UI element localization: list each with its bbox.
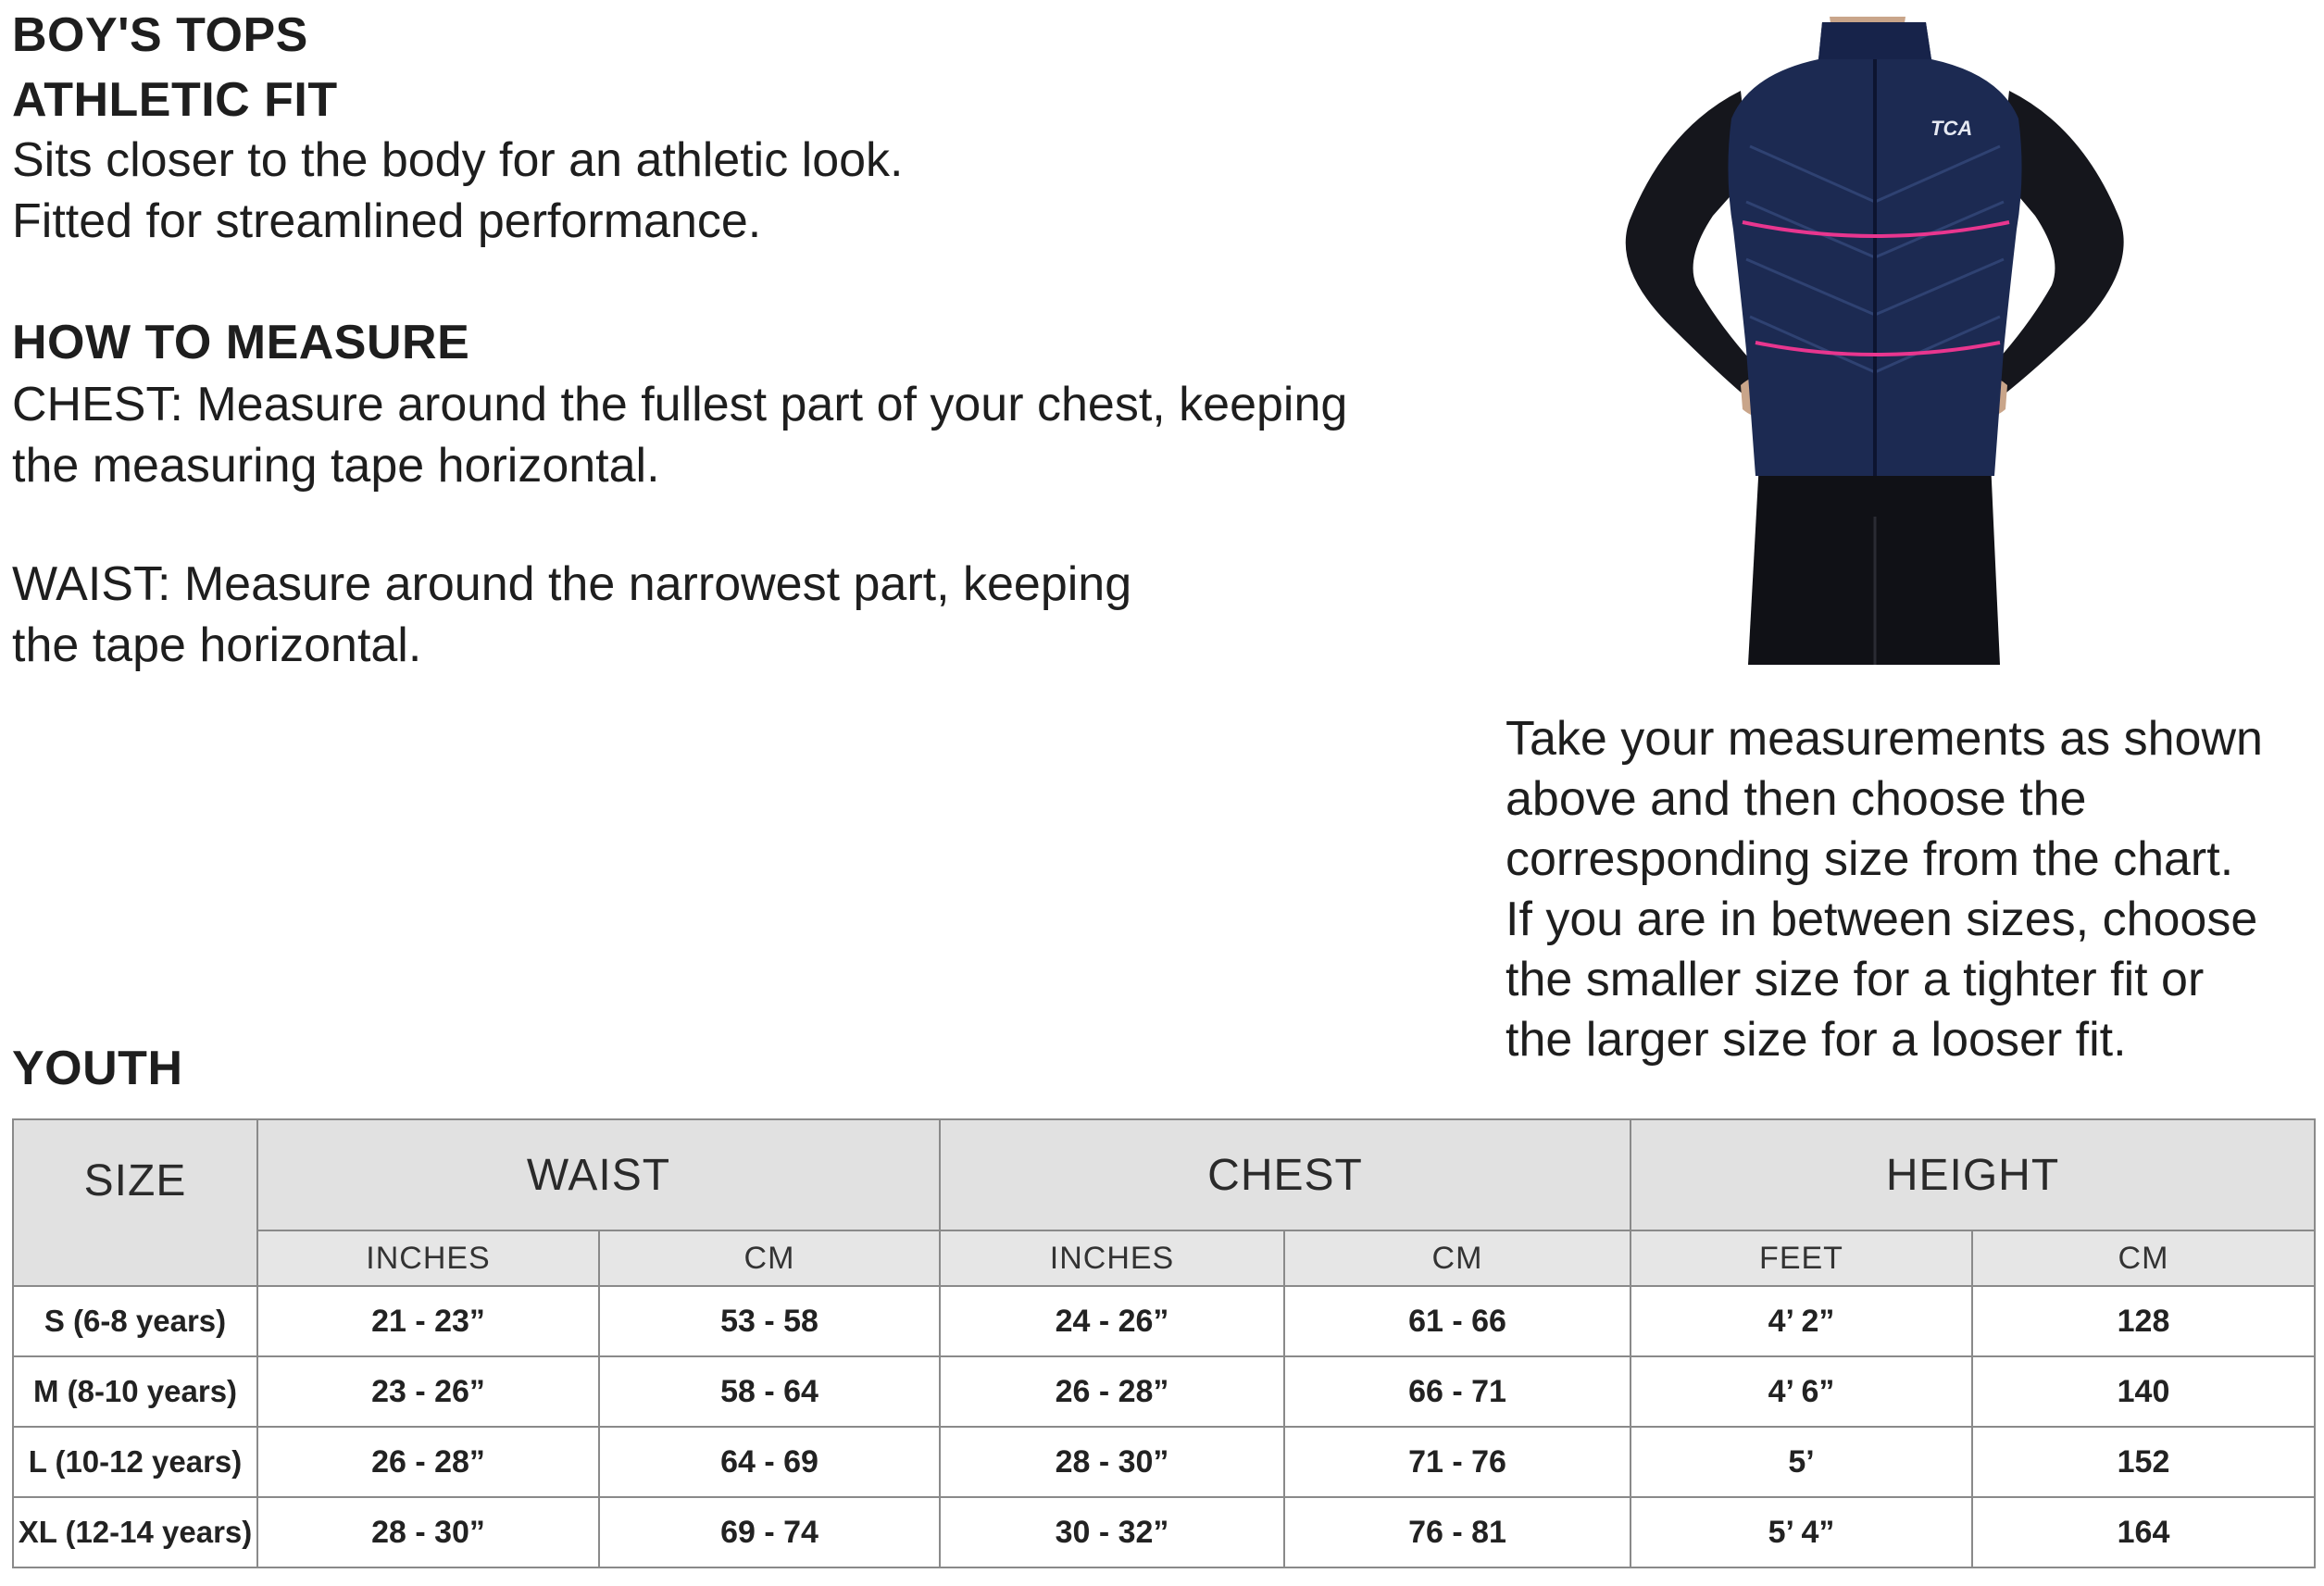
chest-cm-cell: 61 - 66 — [1284, 1286, 1631, 1356]
height-cm-cell: 128 — [1972, 1286, 2315, 1356]
advice-line: the smaller size for a tighter fit or — [1506, 953, 2205, 1006]
height-feet-cell: 4’ 2” — [1631, 1286, 1972, 1356]
advice-line: If you are in between sizes, choose — [1506, 893, 2258, 946]
height-cm-cell: 164 — [1972, 1497, 2315, 1567]
chest-inches-cell: 24 - 26” — [940, 1286, 1284, 1356]
youth-title: YOUTH — [12, 1042, 183, 1095]
header-height: HEIGHT — [1631, 1119, 2315, 1230]
waist-inches-cell: 28 - 30” — [257, 1497, 599, 1567]
size-chart-table — [12, 1118, 2316, 1568]
waist-cm-cell: 69 - 74 — [599, 1497, 940, 1567]
fit-line: Sits closer to the body for an athletic look. — [12, 133, 904, 187]
chest-cm-cell: 76 - 81 — [1284, 1497, 1631, 1567]
size-cell: XL (12-14 years) — [13, 1497, 257, 1567]
waist-cm-cell: 64 - 69 — [599, 1427, 940, 1497]
chest-cm-cell: 71 - 76 — [1284, 1427, 1631, 1497]
header-chest: CHEST — [940, 1119, 1631, 1230]
chest-inches-cell: 28 - 30” — [940, 1427, 1284, 1497]
chest-cm-cell: 66 - 71 — [1284, 1356, 1631, 1427]
table-row — [13, 1356, 2315, 1427]
unit-waist-cm: CM — [599, 1230, 940, 1286]
chest-line: CHEST: Measure around the fullest part of your chest, keeping — [12, 378, 1348, 431]
height-feet-cell: 4’ 6” — [1631, 1356, 1972, 1427]
height-cm-cell: 152 — [1972, 1427, 2315, 1497]
waist-inches-cell: 21 - 23” — [257, 1286, 599, 1356]
chest-line: the measuring tape horizontal. — [12, 439, 660, 493]
size-cell: M (8-10 years) — [13, 1356, 257, 1427]
size-advice — [1506, 709, 2263, 1070]
table-group-header — [13, 1119, 2315, 1230]
waist-cm-cell: 58 - 64 — [599, 1356, 940, 1427]
height-feet-cell: 5’ — [1631, 1427, 1972, 1497]
vest-collar — [1818, 22, 1931, 59]
unit-height-feet: FEET — [1631, 1230, 1972, 1286]
unit-chest-cm: CM — [1284, 1230, 1631, 1286]
header-waist: WAIST — [257, 1119, 940, 1230]
unit-waist-inches: INCHES — [257, 1230, 599, 1286]
advice-line: corresponding size from the chart. — [1506, 832, 2234, 886]
chest-instructions — [12, 374, 1347, 496]
advice-line: above and then choose the — [1506, 772, 2087, 826]
height-feet-cell: 5’ 4” — [1631, 1497, 1972, 1567]
unit-height-cm: CM — [1972, 1230, 2315, 1286]
fit-line: Fitted for streamlined performance. — [12, 194, 762, 248]
waist-instructions — [12, 554, 1131, 676]
fit-description — [12, 130, 904, 252]
waist-cm-cell: 53 - 58 — [599, 1286, 940, 1356]
advice-line: Take your measurements as shown — [1506, 712, 2263, 766]
header-size: SIZE — [13, 1119, 257, 1286]
waist-inches-cell: 26 - 28” — [257, 1427, 599, 1497]
table-row — [13, 1427, 2315, 1497]
table-row — [13, 1286, 2315, 1356]
height-cm-cell: 140 — [1972, 1356, 2315, 1427]
model-image — [1611, 17, 2148, 665]
size-cell: L (10-12 years) — [13, 1427, 257, 1497]
fit-title: ATHLETIC FIT — [12, 73, 338, 127]
unit-chest-inches: INCHES — [940, 1230, 1284, 1286]
waist-inches-cell: 23 - 26” — [257, 1356, 599, 1427]
size-cell: S (6-8 years) — [13, 1286, 257, 1356]
chest-inches-cell: 26 - 28” — [940, 1356, 1284, 1427]
table-unit-header — [13, 1230, 2315, 1286]
table-row — [13, 1497, 2315, 1567]
waist-line: the tape horizontal. — [12, 618, 422, 672]
vest-logo: TCA — [1930, 117, 1973, 140]
chest-inches-cell: 30 - 32” — [940, 1497, 1284, 1567]
waist-line: WAIST: Measure around the narrowest part, keeping — [12, 557, 1132, 611]
how-to-measure-title: HOW TO MEASURE — [12, 316, 470, 369]
page-title: BOY'S TOPS — [12, 8, 308, 62]
advice-line: the larger size for a looser fit. — [1506, 1013, 2127, 1067]
